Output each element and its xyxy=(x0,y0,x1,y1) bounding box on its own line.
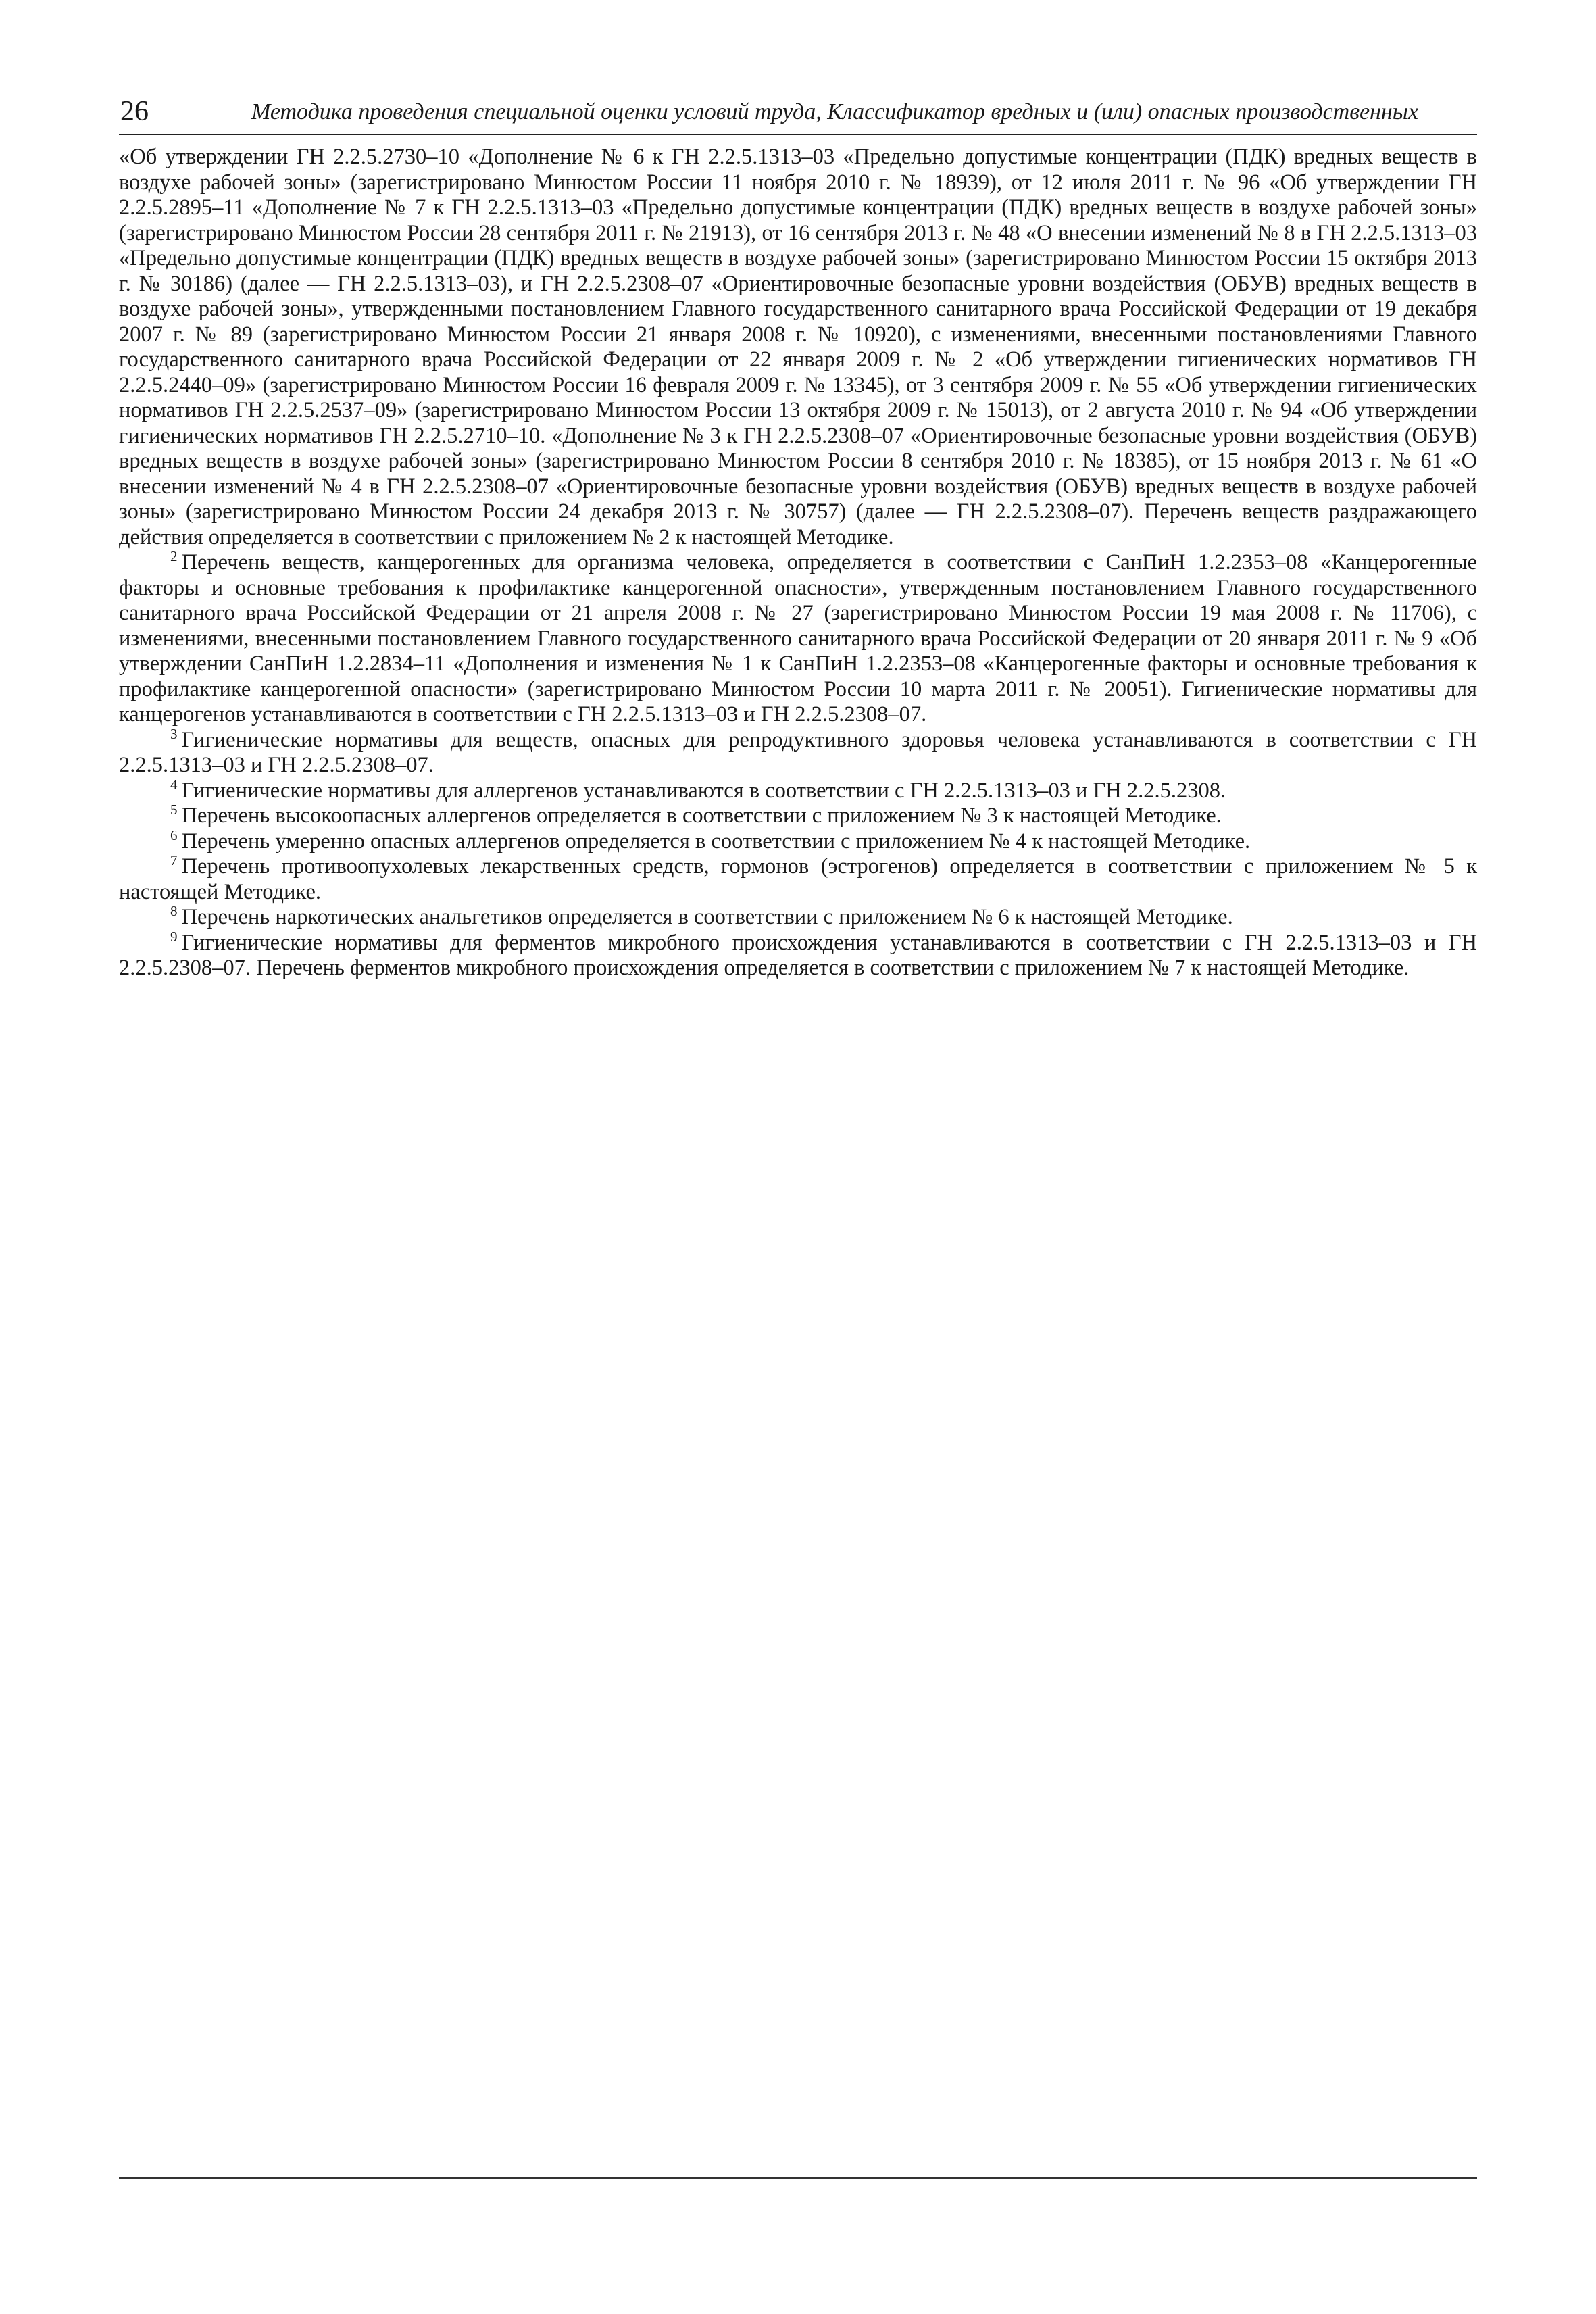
footnote-text: Перечень веществ, канцерогенных для организма человека, определяется в соответствии с СанПиН 1.2.2353–08 «Канцерогенные факторы и основные требования к профилактике канцерогенной опасности», утвержденным постановлением Главного государственного санитарного врача Российской Федерации от 21 апреля 2008 г. № 27 (зарегистрировано Минюстом России 19 мая 2008 г. № 11706), с изменениями, внесенными постановлением Главного государственного санитарного врача Российской Федерации от 20 января 2011 г. № 9 «Об утверждении СанПиН 1.2.2834–11 «Дополнения и изменения № 1 к СанПиН 1.2.2353–08 «Канцерогенные факторы и основные требования к профилактике канцерогенной опасности» (зарегистрировано Минюстом России 10 марта 2011 г. № 20051). Гигиенические нормативы для канцерогенов устанавливаются в соответствии с ГН 2.2.5.1313–03 и ГН 2.2.5.2308–07. xyxy=(119,550,1477,727)
footnote-marker: 5 xyxy=(170,802,178,818)
bottom-rule xyxy=(119,2177,1477,2179)
document-page xyxy=(119,93,1477,981)
footnote-marker: 3 xyxy=(170,725,178,742)
footnote-6 xyxy=(119,829,1477,855)
footnote-5 xyxy=(119,804,1477,829)
footnote-4 xyxy=(119,776,1477,804)
footnote-8 xyxy=(119,905,1477,931)
footnote-marker: 9 xyxy=(170,928,178,945)
footnote-2 xyxy=(119,550,1477,728)
running-header xyxy=(119,93,1477,135)
footnote-text: Перечень умеренно опасных аллергенов определяется в соответствии с приложением № 4 к настоящей Методике. xyxy=(181,829,1251,854)
footnote-marker: 7 xyxy=(170,852,178,869)
footnote-text: Перечень высокоопасных аллергенов определяется в соответствии с приложением № 3 к настоящей Методике. xyxy=(181,804,1222,828)
footnote-text: Гигиенические нормативы для аллергенов устанавливаются в соответствии с ГН 2.2.5.1313–03 и ГН 2.2.5.2308. xyxy=(181,778,1226,803)
footnote-text: Гигиенические нормативы для веществ, опасных для репродуктивного здоровья человека устанавливаются в соответствии с ГН 2.2.5.1313–03 и ГН 2.2.5.2308–07. xyxy=(119,727,1477,777)
footnote-text: Перечень противоопухолевых лекарственных средств, гормонов (эстрогенов) определяется в соответствии с приложением № 5 к настоящей Методике. xyxy=(119,854,1477,904)
footnote-text: Перечень наркотических анальгетиков определяется в соответствии с приложением № 6 к настоящей Методике. xyxy=(181,905,1233,929)
footnote-marker: 8 xyxy=(170,903,178,920)
footnote-marker: 6 xyxy=(170,827,178,843)
running-title: Методика проведения специальной оценки условий труда, Классификатор вредных и (или) опасных производственных xyxy=(251,99,1418,124)
page-number: 26 xyxy=(120,96,149,127)
footnote-7 xyxy=(119,854,1477,905)
footnote-marker: 2 xyxy=(170,548,178,565)
footnote-continuation xyxy=(119,145,1477,550)
footnote-9 xyxy=(119,928,1477,981)
footnotes-block xyxy=(119,145,1477,981)
footnote-marker: 4 xyxy=(170,776,178,793)
footnote-3 xyxy=(119,725,1477,779)
footnote-text: «Об утверждении ГН 2.2.5.2730–10 «Дополнение № 6 к ГН 2.2.5.1313–03 «Предельно допустимые концентрации (ПДК) вредных веществ в воздухе рабочей зоны» (зарегистрировано Минюстом России 11 ноября 2010 г. № 18939), от 12 июля 2011 г. № 96 «Об утверждении ГН 2.2.5.2895–11 «Дополнение № 7 к ГН 2.2.5.1313–03 «Предельно допустимые концентрации (ПДК) вредных веществ в воздухе рабочей зоны» (зарегистрировано Минюстом России 28 сентября 2011 г. № 21913), от 16 сентября 2013 г. № 48 «О внесении изменений № 8 в ГН 2.2.5.1313–03 «Предельно допустимые концентрации (ПДК) вредных веществ в воздухе рабочей зоны» (зарегистрировано Минюстом России 15 октября 2013 г. № 30186) (далее — ГН 2.2.5.1313–03), и ГН 2.2.5.2308–07 «Ориентировочные безопасные уровни воздействия (ОБУВ) вредных веществ в воздухе рабочей зоны», утвержденными постановлением Главного государственного санитарного врача Российской Федерации от 19 декабря 2007 г. № 89 (зарегистрировано Минюстом России 21 января 2008 г. № 10920), с изменениями, внесенными постановлениями Главного государственного санитарного врача Российской Федерации от 22 января 2009 г. № 2 «Об утверждении гигиенических нормативов ГН 2.2.5.2440–09» (зарегистрировано Минюстом России 16 февраля 2009 г. № 13345), от 3 сентября 2009 г. № 55 «Об утверждении гигиенических нормативов ГН 2.2.5.2537–09» (зарегистрировано Минюстом России 13 октября 2009 г. № 15013), от 2 августа 2010 г. № 94 «Об утверждении гигиенических нормативов ГН 2.2.5.2710–10. «Дополнение № 3 к ГН 2.2.5.2308–07 «Ориентировочные безопасные уровни воздействия (ОБУВ) вредных веществ в воздухе рабочей зоны» (зарегистрировано Минюстом России 8 сентября 2010 г. № 18385), от 15 ноября 2013 г. № 61 «О внесении изменений № 4 в ГН 2.2.5.2308–07 «Ориентировочные безопасные уровни воздействия (ОБУВ) вредных веществ в воздухе рабочей зоны» (зарегистрировано Минюстом России 24 декабря 2013 г. № 30757) (далее — ГН 2.2.5.2308–07). Перечень веществ раздражающего действия определяется в соответствии с приложением № 2 к настоящей Методике. xyxy=(119,145,1477,549)
footnote-text: Гигиенические нормативы для ферментов микробного происхождения устанавливаются в соответствии с ГН 2.2.5.1313–03 и ГН 2.2.5.2308–07. Перечень ферментов микробного происхождения определяется в соответствии с приложением № 7 к настоящей Методике. xyxy=(119,930,1477,980)
